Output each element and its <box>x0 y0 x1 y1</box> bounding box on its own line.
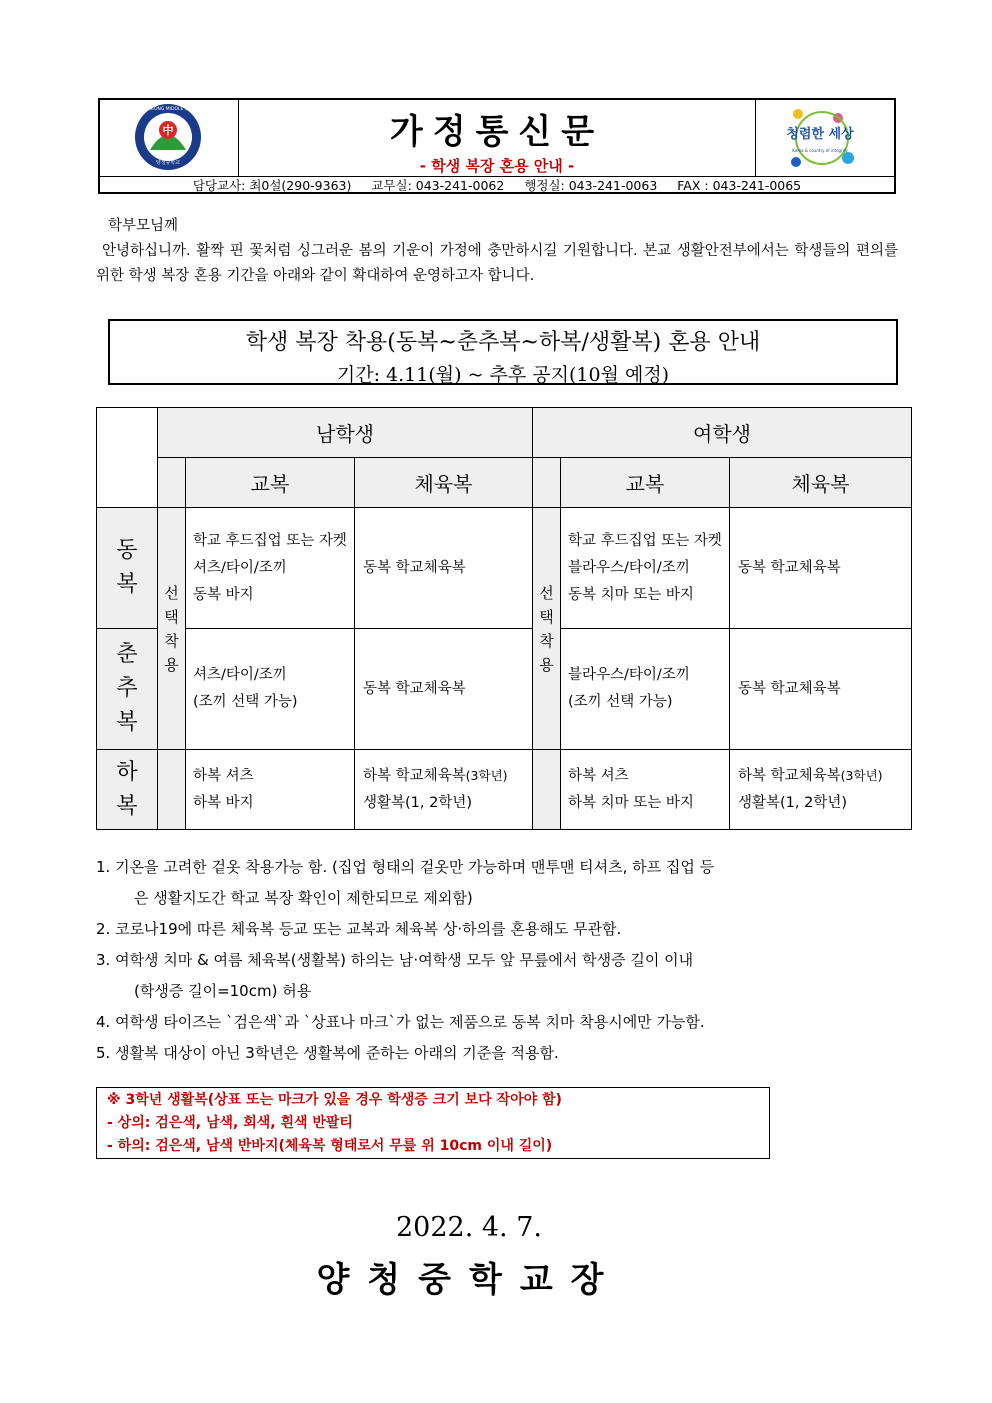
table-row <box>97 750 912 830</box>
female-winter-uniform: 학교 후드집업 또는 자켓 블라우스/타이/조끼 동복 치마 또는 바지 <box>561 508 730 629</box>
notice-title: 학생 복장 착용(동복~춘추복~하복/생활복) 혼용 안내 <box>245 330 761 355</box>
male-summer-uniform: 하복 셔츠 하복 바지 <box>186 750 355 830</box>
contact-office: 교무실: 043-241-0062 <box>371 178 505 193</box>
third-grade-rule-box <box>96 1087 770 1159</box>
contact-admin: 행정실: 043-241-0063 <box>524 178 658 193</box>
rule-title: ※ 3학년 생활복(상표 또는 마크가 있을 경우 학생증 크기 보다 작아야 함) <box>107 1092 562 1108</box>
note-3-cont: (학생증 길이=10cm) 허용 <box>134 982 312 1000</box>
note-2: 2. 코로나19에 따른 체육복 등교 또는 교복과 체육복 상·하의를 혼용해도 무관함. <box>96 920 622 938</box>
note-5: 5. 생활복 대상이 아닌 3학년은 생활복에 준하는 아래의 기준을 적용함. <box>96 1044 559 1062</box>
header-male-select-blank <box>158 458 186 508</box>
note-3: 3. 여학생 치마 & 여름 체육복(생활복) 하의는 남·여학생 모두 앞 무릎에서 학생증 길이 이내 <box>96 951 694 969</box>
male-summer-select-blank <box>158 750 186 830</box>
school-emblem-icon <box>100 100 238 176</box>
contact-fax: FAX : 043-241-0065 <box>677 178 802 193</box>
issue-date: 2022. 4. 7. <box>396 1212 542 1243</box>
intro-body: 안녕하십니까. 활짝 핀 꽃처럼 싱그러운 봄의 기운이 가정에 충만하시길 기원합니다. 본교 생활안전부에서는 학생들의 편의를 위한 학생 복장 혼용 기간을 아래와 같이 확대하여 운영하고자 합니다. <box>96 243 898 284</box>
notes-list <box>96 852 906 1069</box>
svg-text:Korea & country of integrity: Korea & country of integrity <box>792 148 848 153</box>
notice-period: 기간: 4.11(월) ~ 추후 공지(10월 예정) <box>336 364 670 386</box>
svg-text:YANGCHEONG MIDDLE SCHOOL: YANGCHEONG MIDDLE SCHOOL <box>132 107 204 112</box>
uniform-table <box>96 407 912 830</box>
male-winter-uniform: 학교 후드집업 또는 자켓 셔츠/타이/조끼 동복 바지 <box>186 508 355 629</box>
svg-text:양청중학교: 양청중학교 <box>155 160 181 166</box>
season-spring-fall: 춘 추 복 <box>97 629 158 750</box>
female-spring-pe: 동복 학교체육복 <box>730 629 912 750</box>
rule-top: - 상의: 검은색, 남색, 회색, 흰색 반팔티 <box>107 1115 353 1131</box>
table-row <box>97 629 912 750</box>
contact-line <box>100 176 894 195</box>
season-summer: 하 복 <box>97 750 158 830</box>
contact-teacher: 담당교사: 최0설(290-9363) <box>192 178 352 193</box>
header-female: 여학생 <box>533 408 912 458</box>
female-summer-select-blank <box>533 750 561 830</box>
rule-bottom: - 하의: 검은색, 남색 반바지(체육복 형태로서 무릎 위 10cm 이내 길이) <box>107 1138 553 1154</box>
header-male: 남학생 <box>158 408 533 458</box>
svg-text:中: 中 <box>162 124 174 137</box>
header-male-pe: 체육복 <box>355 458 533 508</box>
table-row <box>97 508 912 629</box>
female-winter-pe: 동복 학교체육복 <box>730 508 912 629</box>
male-winter-pe: 동복 학교체육복 <box>355 508 533 629</box>
female-spring-uniform: 블라우스/타이/조끼 (조끼 선택 가능) <box>561 629 730 750</box>
principal-signature: 양청중학교장 <box>316 1260 622 1300</box>
note-4: 4. 여학생 타이즈는 `검은색`과 `상표나 마크`가 없는 제품으로 동복 치마 착용시에만 가능함. <box>96 1013 705 1031</box>
page-subtitle: - 학생 복장 혼용 안내 - <box>419 157 575 175</box>
integrity-logo <box>755 100 894 176</box>
header-female-select-blank <box>533 458 561 508</box>
header-male-uniform: 교복 <box>186 458 355 508</box>
season-winter: 동 복 <box>97 508 158 629</box>
integrity-emblem-icon <box>756 100 894 176</box>
page-title: 가정통신문 <box>389 112 605 152</box>
note-1-cont: 은 생활지도간 학교 복장 확인이 제한되므로 제외함) <box>134 889 473 907</box>
male-summer-pe: 하복 학교체육복(3학년) 생활복(1, 2학년) <box>355 750 533 830</box>
header-female-pe: 체육복 <box>730 458 912 508</box>
corner-cell <box>97 408 158 508</box>
svg-text:청렴한 세상: 청렴한 세상 <box>786 127 854 142</box>
note-1: 1. 기온을 고려한 겉옷 착용가능 함. (집업 형태의 겉옷만 가능하며 맨투맨 티셔츠, 하프 집업 등 <box>96 858 715 876</box>
notice-box <box>108 319 898 385</box>
letter-header <box>98 98 896 194</box>
intro-section <box>96 214 898 289</box>
female-summer-uniform: 하복 셔츠 하복 치마 또는 바지 <box>561 750 730 830</box>
male-spring-uniform: 셔츠/타이/조끼 (조끼 선택 가능) <box>186 629 355 750</box>
female-summer-pe: 하복 학교체육복(3학년) 생활복(1, 2학년) <box>730 750 912 830</box>
female-select-label: 선 택 착 용 <box>533 508 561 750</box>
school-logo <box>100 100 239 176</box>
male-select-label: 선 택 착 용 <box>158 508 186 750</box>
header-title-area <box>238 100 756 176</box>
male-spring-pe: 동복 학교체육복 <box>355 629 533 750</box>
header-female-uniform: 교복 <box>561 458 730 508</box>
greeting: 학부모님께 <box>108 218 179 234</box>
